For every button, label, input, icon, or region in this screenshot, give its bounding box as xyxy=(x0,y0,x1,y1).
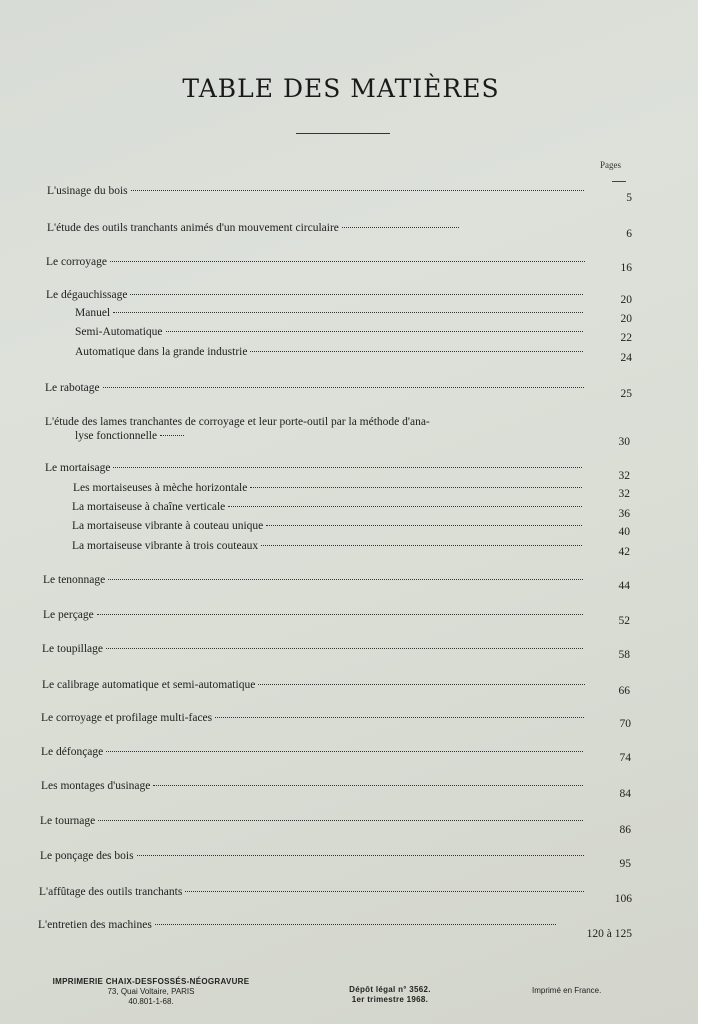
leader-dots xyxy=(228,506,582,507)
page-title: TABLE DES MATIÈRES xyxy=(182,74,500,103)
toc-page-number: 95 xyxy=(619,858,631,870)
toc-page-number: 16 xyxy=(620,262,632,274)
toc-page-number: 36 xyxy=(618,508,630,520)
toc-entry xyxy=(38,919,559,931)
toc-entry-label: La mortaiseuse à chaîne verticale xyxy=(72,501,226,513)
toc-entry-label: Le toupillage xyxy=(42,643,103,655)
toc-page-number: 106 xyxy=(614,893,632,905)
toc-entry-label: Le perçage xyxy=(43,609,94,621)
toc-page-number: 6 xyxy=(626,228,632,240)
leader-dots xyxy=(110,261,585,262)
toc-page-number: 32 xyxy=(618,488,630,500)
toc-subentry xyxy=(75,346,586,358)
toc-entry xyxy=(45,382,587,394)
toc-entry-label: Le calibrage automatique et semi-automatique xyxy=(42,679,256,691)
leader-dots xyxy=(266,525,582,526)
printer-number: 40.801-1-68. xyxy=(128,997,174,1006)
toc-subentry xyxy=(72,540,585,552)
toc-page-number: 70 xyxy=(619,718,631,730)
toc-entry xyxy=(46,289,586,301)
toc-entry xyxy=(41,780,586,792)
printer-name: IMPRIMERIE CHAIX-DESFOSSÉS-NÉOGRAVURE xyxy=(52,977,250,986)
toc-page-number: 58 xyxy=(618,649,630,661)
leader-dots xyxy=(113,312,583,313)
toc-entry-label: Le rabotage xyxy=(45,382,100,394)
toc-entry-label: L'entretien des machines xyxy=(38,919,152,931)
toc-subentry xyxy=(75,326,586,338)
leader-dots xyxy=(131,190,584,191)
leader-dots xyxy=(98,820,583,821)
toc-page-number: 32 xyxy=(618,470,630,482)
toc-entry xyxy=(41,712,587,724)
leader-dots xyxy=(166,331,583,332)
leader-dots xyxy=(108,579,583,580)
toc-entry-label: La mortaiseuse vibrante à trois couteaux xyxy=(72,540,259,552)
printer-imprint xyxy=(36,977,266,1007)
toc-entry xyxy=(46,256,588,268)
toc-page-number: 20 xyxy=(620,294,632,306)
toc-entry xyxy=(40,850,587,862)
toc-entry xyxy=(40,815,586,827)
leader-dots xyxy=(250,351,583,352)
toc-entry xyxy=(39,886,587,898)
toc-entry xyxy=(42,643,586,655)
leader-dots xyxy=(113,467,582,468)
toc-entry-label: Le corroyage et profilage multi-faces xyxy=(41,712,213,724)
toc-entry-label: Le dégauchissage xyxy=(46,289,128,301)
leader-dots xyxy=(250,487,582,488)
leader-dots xyxy=(153,785,583,786)
toc-entry-label: L'étude des lames tranchantes de corroyage et leur porte-outil par la méthode d'ana- xyxy=(45,416,430,428)
toc-subentry xyxy=(72,501,585,513)
toc-entry-label: L'étude des outils tranchants animés d'un mouvement circulaire xyxy=(47,222,339,234)
toc-page-number: 74 xyxy=(619,752,631,764)
toc-entry xyxy=(75,430,187,442)
toc-entry xyxy=(47,185,587,197)
toc-entry xyxy=(45,416,590,428)
toc-entry-label: Les montages d'usinage xyxy=(41,780,151,792)
toc-entry xyxy=(47,222,462,234)
toc-entry xyxy=(42,679,588,691)
leader-dots xyxy=(342,227,459,228)
toc-entry-label: L'usinage du bois xyxy=(47,185,128,197)
toc-page-number: 40 xyxy=(618,526,630,538)
leader-dots xyxy=(258,684,585,685)
leader-dots xyxy=(130,294,583,295)
toc-entry-label: Semi-Automatique xyxy=(75,326,163,338)
leader-dots xyxy=(185,891,584,892)
leader-dots xyxy=(106,751,583,752)
toc-entry xyxy=(43,574,586,586)
toc-entry xyxy=(45,462,585,474)
toc-entry-label: Le défonçage xyxy=(41,746,104,758)
toc-entry-label: Le ponçage des bois xyxy=(40,850,134,862)
printer-address: 73, Quai Voltaire, PARIS xyxy=(107,987,195,996)
toc-page-number: 42 xyxy=(618,546,630,558)
toc-page-number: 44 xyxy=(618,580,630,592)
toc-page-number: 66 xyxy=(618,685,630,697)
toc-entry-label: Le mortaisage xyxy=(45,462,111,474)
toc-entry-label: Le tenonnage xyxy=(43,574,106,586)
toc-page-number: 52 xyxy=(618,615,630,627)
pages-column-header: Pages xyxy=(600,160,621,170)
legal-deposit-number: Dépôt légal n° 3562. xyxy=(349,985,431,994)
leader-dots xyxy=(160,435,184,436)
toc-page-number: 22 xyxy=(620,332,632,344)
toc-entry-label: L'affûtage des outils tranchants xyxy=(39,886,183,898)
leader-dots xyxy=(215,717,584,718)
legal-deposit xyxy=(340,985,440,1005)
toc-entry xyxy=(41,746,586,758)
toc-page-number: 84 xyxy=(619,788,631,800)
leader-dots xyxy=(155,924,556,925)
toc-page-number: 25 xyxy=(620,388,632,400)
leader-dots xyxy=(97,614,583,615)
toc-page-number: 30 xyxy=(618,436,630,448)
toc-entry-label: Manuel xyxy=(75,307,111,319)
toc-entry-label: lyse fonctionnelle xyxy=(75,430,158,442)
toc-entry xyxy=(43,609,586,621)
toc-page-number: 5 xyxy=(626,192,632,204)
leader-dots xyxy=(106,648,583,649)
toc-subentry xyxy=(72,520,585,532)
printed-in: Imprimé en France. xyxy=(532,986,602,995)
toc-page-number: 86 xyxy=(619,824,631,836)
toc-page-number: 24 xyxy=(620,352,632,364)
leader-dots xyxy=(137,855,584,856)
toc-page-number: 20 xyxy=(620,313,632,325)
toc-subentry xyxy=(75,307,586,319)
toc-page-number: 120 à 125 xyxy=(586,928,632,940)
toc-entry-label: Le tournage xyxy=(40,815,96,827)
toc-subentry xyxy=(73,482,585,494)
toc-entry-label: Les mortaiseuses à mèche horizontale xyxy=(73,482,248,494)
legal-deposit-quarter: 1er trimestre 1968. xyxy=(351,995,429,1004)
toc-entry-label: La mortaiseuse vibrante à couteau unique xyxy=(72,520,264,532)
toc-entry-label: Le corroyage xyxy=(46,256,107,268)
leader-dots xyxy=(261,545,582,546)
leader-dots xyxy=(103,387,584,388)
toc-entry-label: Automatique dans la grande industrie xyxy=(75,346,248,358)
